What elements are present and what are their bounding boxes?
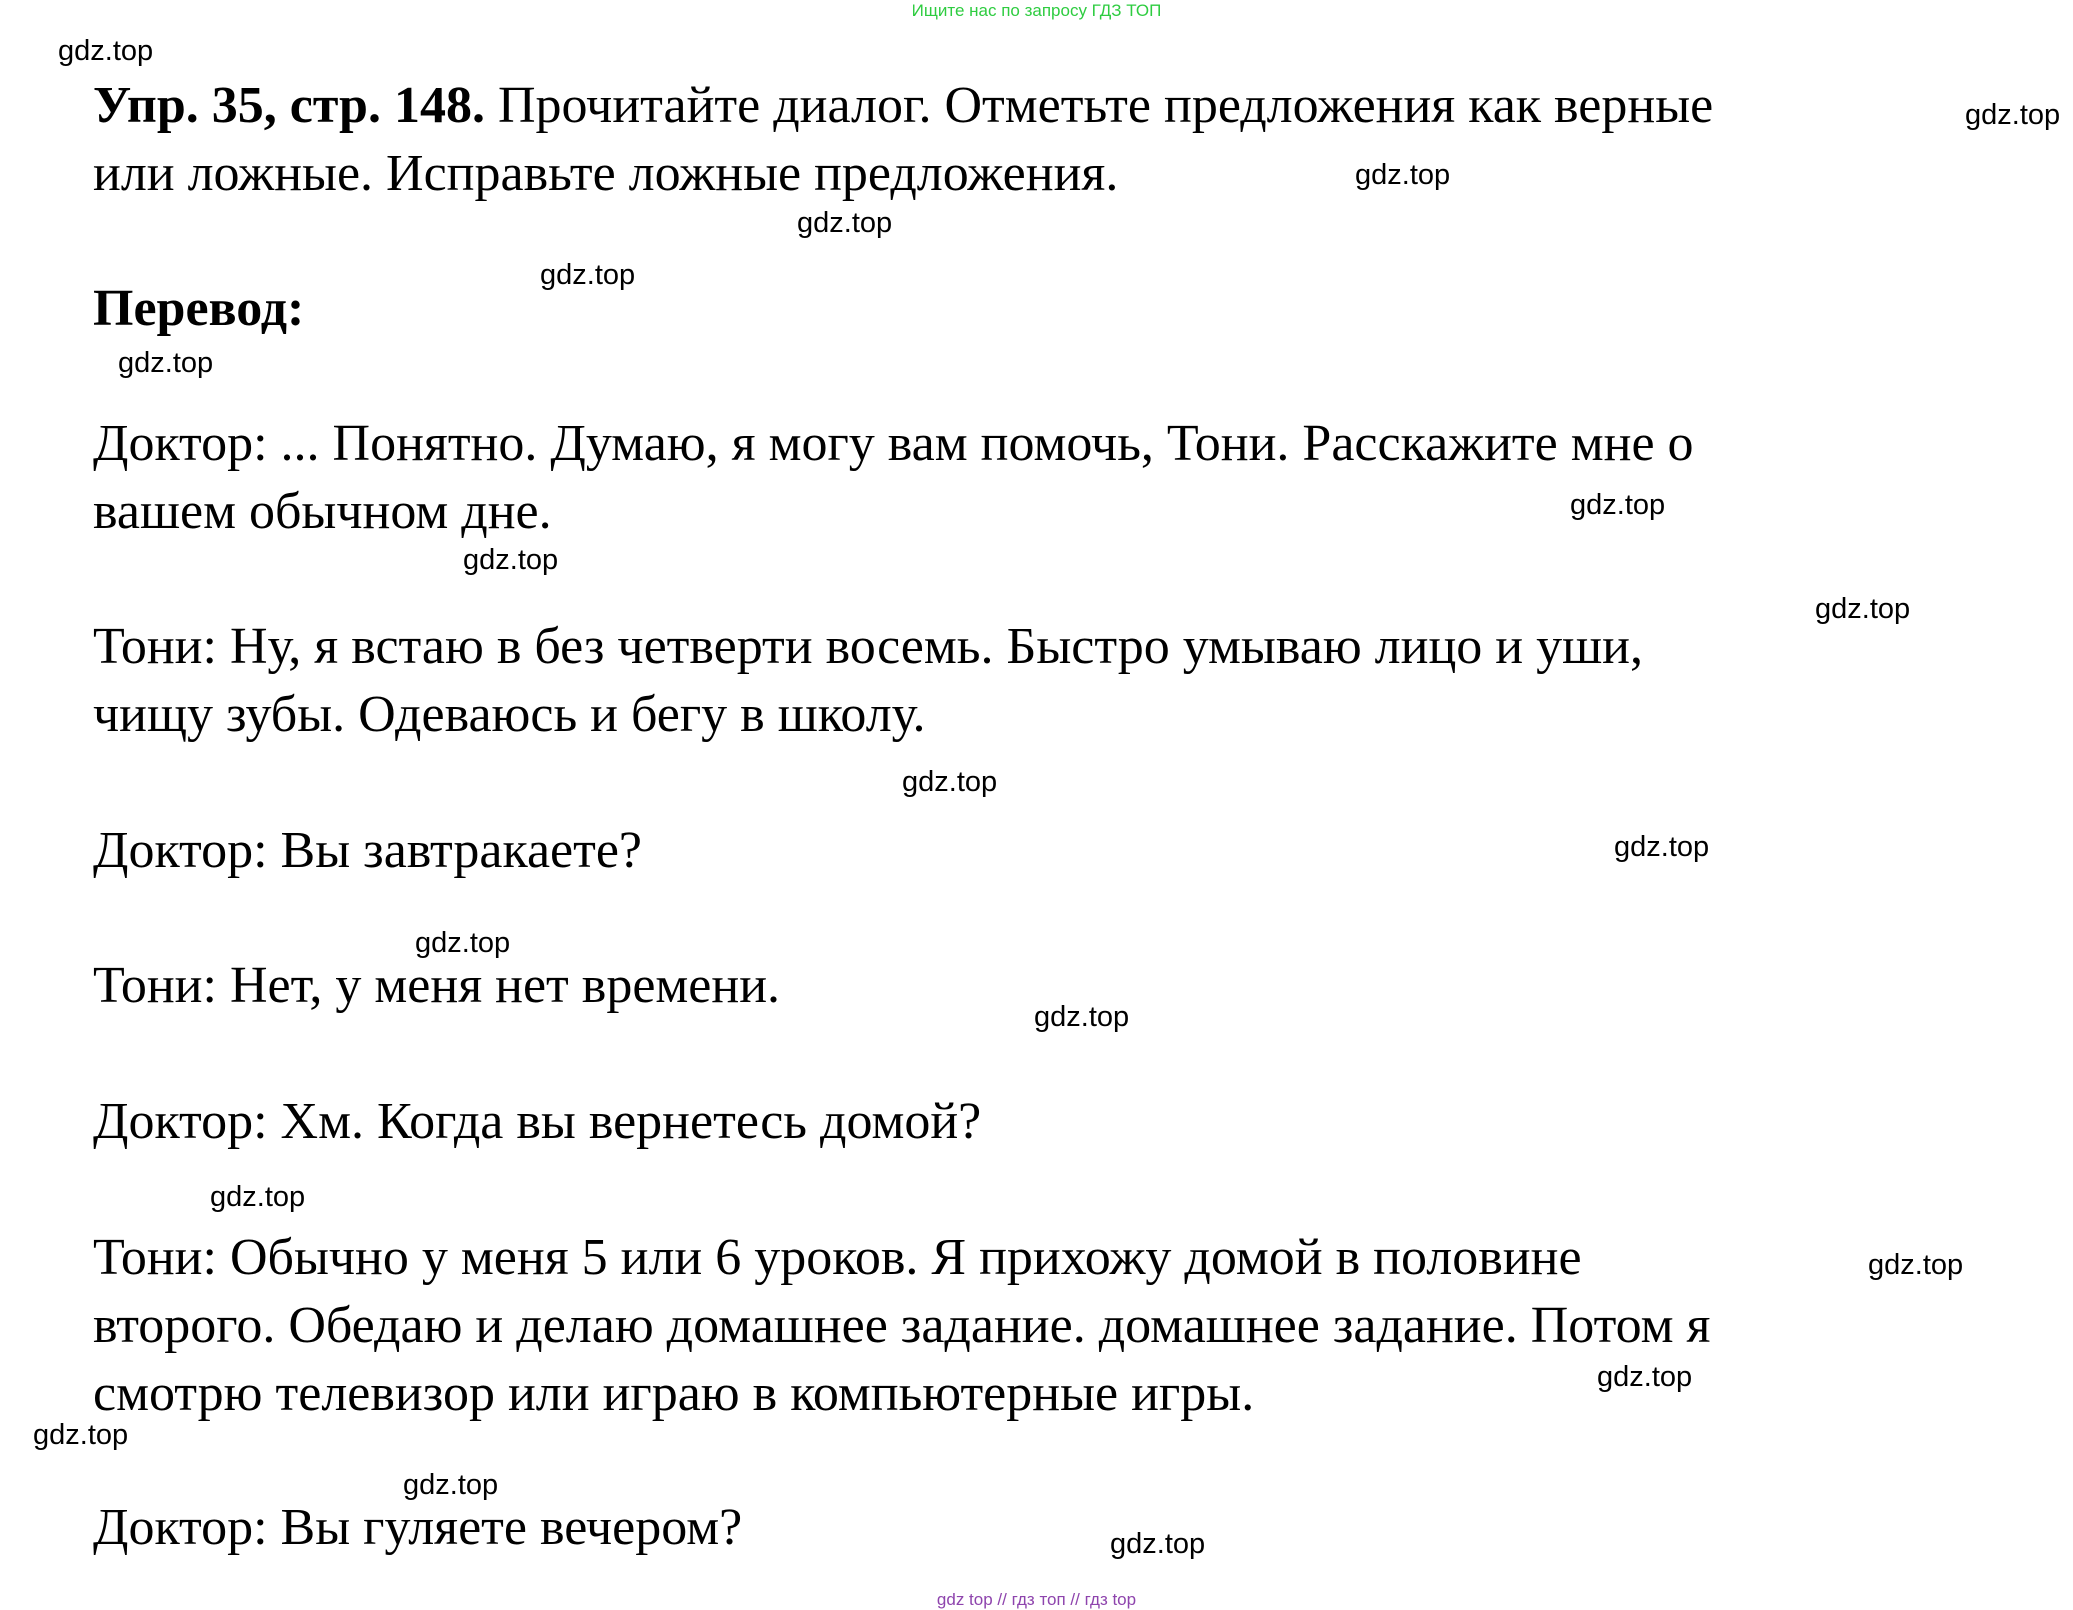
top-banner[interactable]: Ищите нас по запросу ГДЗ ТОП (911, 1, 1162, 20)
task-line-1 (93, 72, 1993, 140)
watermark: gdz.top (463, 544, 559, 576)
task-statement (93, 72, 1993, 208)
task-label: Упр. 35, стр. 148. (93, 77, 485, 134)
bottom-banner[interactable]: gdz top // гдз топ // гдз top (936, 1590, 1137, 1609)
dialogue-line (93, 1494, 1993, 1562)
dialogue-text: Тони: Обычно у меня 5 или 6 уроков. Я прихожу домой в половине (93, 1229, 1582, 1286)
watermark: gdz.top (1614, 831, 1710, 863)
task-text-1: Прочитайте диалог. Отметьте предложения как верные (497, 77, 1714, 134)
watermark: gdz.top (1110, 1528, 1206, 1560)
watermark: gdz.top (33, 1419, 129, 1451)
translation-heading-text: Перевод: (93, 280, 305, 337)
task-line-2: или ложные. Исправьте ложные предложения. (93, 145, 1119, 202)
dialogue-text: Доктор: ... Понятно. Думаю, я могу вам помочь, Тони. Расскажите мне о (93, 415, 1694, 472)
watermark: gdz.top (797, 207, 893, 239)
watermark: gdz.top (1815, 593, 1911, 625)
watermark: gdz.top (415, 927, 511, 959)
watermark: gdz.top (1034, 1001, 1130, 1033)
dialogue-line (93, 1224, 1993, 1428)
dialogue-text: Доктор: Вы гуляете вечером? (93, 1499, 743, 1556)
watermark: gdz.top (58, 35, 154, 67)
translation-heading (93, 275, 1993, 343)
watermark: gdz.top (1868, 1249, 1964, 1281)
dialogue-text: Тони: Ну, я встаю в без четверти восемь. Быстро умываю лицо и уши, (93, 618, 1643, 675)
dialogue-text: Доктор: Вы завтракаете? (93, 822, 642, 879)
watermark: gdz.top (403, 1469, 499, 1501)
dialogue-text: вашем обычном дне. (93, 483, 552, 540)
watermark: gdz.top (1597, 1361, 1693, 1393)
watermark: gdz.top (1965, 99, 2061, 131)
dialogue-text: Доктор: Хм. Когда вы вернетесь домой? (93, 1093, 982, 1150)
dialogue-text: Тони: Нет, у меня нет времени. (93, 957, 781, 1014)
dialogue-text: чищу зубы. Одеваюсь и бегу в школу. (93, 686, 926, 743)
watermark: gdz.top (1355, 159, 1451, 191)
watermark: gdz.top (210, 1181, 306, 1213)
dialogue-text: второго. Обедаю и делаю домашнее задание. домашнее задание. Потом я (93, 1297, 1711, 1354)
dialogue-line (93, 410, 1993, 546)
watermark: gdz.top (118, 347, 214, 379)
watermark: gdz.top (1570, 489, 1666, 521)
dialogue-line (93, 613, 1993, 749)
dialogue-line (93, 1088, 1993, 1156)
watermark: gdz.top (540, 259, 636, 291)
dialogue-text: смотрю телевизор или играю в компьютерные игры. (93, 1365, 1255, 1422)
watermark: gdz.top (902, 766, 998, 798)
